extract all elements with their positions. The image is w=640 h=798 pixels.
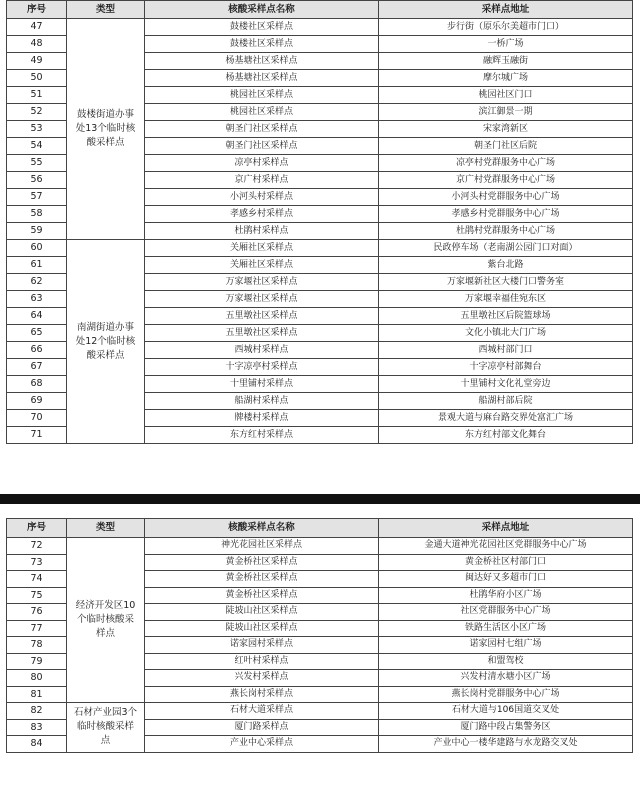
site-address: 孝感乡村党群服务中心广场 [379,206,633,223]
site-name: 五里墩社区采样点 [145,325,379,342]
site-name: 鼓楼社区采样点 [145,19,379,36]
row-number: 71 [7,427,67,444]
site-address: 步行街（原乐尔美超市门口） [379,19,633,36]
site-address: 船湖村部后院 [379,393,633,410]
site-address: 京广村党群服务中心广场 [379,172,633,189]
site-name: 小河头村采样点 [145,189,379,206]
group-type-label: 南湖街道办事处12个临时核酸采样点 [67,240,145,444]
divider-bar [0,494,640,504]
row-number: 77 [7,620,67,637]
site-name: 燕长岗村采样点 [145,686,379,703]
site-address: 文化小镇北大门广场 [379,325,633,342]
row-number: 70 [7,410,67,427]
table-header-row [7,519,633,538]
row-number: 83 [7,719,67,736]
site-address: 产业中心一楼华建路与水龙路交叉处 [379,736,633,753]
site-name: 孝感乡村采样点 [145,206,379,223]
row-number: 80 [7,670,67,687]
site-name: 牌楼村采样点 [145,410,379,427]
table-section-lower [0,518,640,798]
row-number: 53 [7,121,67,138]
site-name: 关厢社区采样点 [145,257,379,274]
site-name: 凉亭村采样点 [145,155,379,172]
row-number: 72 [7,538,67,555]
site-address: 石材大道与106国道交叉处 [379,703,633,720]
row-number: 82 [7,703,67,720]
row-number: 56 [7,172,67,189]
site-name: 关厢社区采样点 [145,240,379,257]
site-address: 融辉玉融街 [379,53,633,70]
row-number: 64 [7,308,67,325]
site-address: 黄金桥社区村部门口 [379,554,633,571]
table-row [7,19,633,36]
site-address: 朝圣门社区后院 [379,138,633,155]
row-number: 73 [7,554,67,571]
row-number: 75 [7,587,67,604]
table-row [7,240,633,257]
site-address: 杜鹃村党群服务中心广场 [379,223,633,240]
site-name: 兴发村采样点 [145,670,379,687]
site-name: 东方红村采样点 [145,427,379,444]
table-body-lower [7,538,633,753]
row-number: 61 [7,257,67,274]
row-number: 59 [7,223,67,240]
site-name: 诺家园村采样点 [145,637,379,654]
site-name: 船湖村采样点 [145,393,379,410]
site-name: 杜鹃村采样点 [145,223,379,240]
site-address: 五里墩社区后院篮球场 [379,308,633,325]
row-number: 79 [7,653,67,670]
site-name: 黄金桥社区采样点 [145,587,379,604]
site-name: 桃园社区采样点 [145,104,379,121]
site-name: 陡坡山社区采样点 [145,620,379,637]
site-name: 桃园社区采样点 [145,87,379,104]
site-address: 厦门路中段占集警务区 [379,719,633,736]
row-number: 62 [7,274,67,291]
row-number: 63 [7,291,67,308]
row-number: 57 [7,189,67,206]
row-number: 81 [7,686,67,703]
row-number: 47 [7,19,67,36]
header-type: 类型 [67,519,145,538]
row-number: 51 [7,87,67,104]
site-name: 神光花园社区采样点 [145,538,379,555]
header-num: 序号 [7,1,67,19]
site-name: 朝圣门社区采样点 [145,121,379,138]
site-name: 黄金桥社区采样点 [145,571,379,588]
site-address: 万家堰新社区大楼门口警务室 [379,274,633,291]
table-row [7,538,633,555]
row-number: 68 [7,376,67,393]
row-number: 69 [7,393,67,410]
site-address: 摩尔城广场 [379,70,633,87]
site-address: 小河头村党群服务中心广场 [379,189,633,206]
group-type-label: 石材产业园3个临时核酸采样点 [67,703,145,753]
table-row [7,703,633,720]
site-name: 万家堰社区采样点 [145,291,379,308]
site-address: 燕长岗村党群服务中心广场 [379,686,633,703]
header-address: 采样点地址 [379,1,633,19]
site-name: 黄金桥社区采样点 [145,554,379,571]
group-type-label: 经济开发区10个临时核酸采样点 [67,538,145,703]
site-address: 民政停车场（老南湖公园门口对面） [379,240,633,257]
site-name: 产业中心采样点 [145,736,379,753]
site-address: 诺家园村七组广场 [379,637,633,654]
sampling-table-lower [6,518,633,753]
site-name: 石材大道采样点 [145,703,379,720]
site-address: 西城村部门口 [379,342,633,359]
site-name: 杨基塘社区采样点 [145,70,379,87]
site-name: 西城村采样点 [145,342,379,359]
site-name: 杨基塘社区采样点 [145,53,379,70]
row-number: 49 [7,53,67,70]
site-name: 万家堰社区采样点 [145,274,379,291]
header-name: 核酸采样点名称 [145,519,379,538]
site-name: 十里铺村采样点 [145,376,379,393]
site-address: 闽达好又多超市门口 [379,571,633,588]
site-address: 景观大道与麻台路交界处富汇广场 [379,410,633,427]
group-type-label: 鼓楼街道办事处13个临时核酸采样点 [67,19,145,240]
header-name: 核酸采样点名称 [145,1,379,19]
header-address: 采样点地址 [379,519,633,538]
site-address: 社区党群服务中心广场 [379,604,633,621]
site-name: 五里墩社区采样点 [145,308,379,325]
site-address: 东方红村部文化舞台 [379,427,633,444]
site-address: 和盟驾校 [379,653,633,670]
header-num: 序号 [7,519,67,538]
row-number: 55 [7,155,67,172]
site-name: 陡坡山社区采样点 [145,604,379,621]
site-address: 铁路生活区小区广场 [379,620,633,637]
row-number: 50 [7,70,67,87]
row-number: 67 [7,359,67,376]
table-header-row [7,1,633,19]
row-number: 76 [7,604,67,621]
site-name: 十字凉亭村采样点 [145,359,379,376]
page-divider [0,484,640,518]
site-name: 京广村采样点 [145,172,379,189]
sampling-table-upper [6,0,633,444]
row-number: 78 [7,637,67,654]
header-type: 类型 [67,1,145,19]
row-number: 54 [7,138,67,155]
site-address: 凉亭村党群服务中心广场 [379,155,633,172]
row-number: 84 [7,736,67,753]
site-address: 宋家湾新区 [379,121,633,138]
site-address: 桃园社区门口 [379,87,633,104]
row-number: 65 [7,325,67,342]
site-name: 鼓楼社区采样点 [145,36,379,53]
site-address: 紫台北路 [379,257,633,274]
site-address: 金通大道神光花园社区党群服务中心广场 [379,538,633,555]
site-name: 朝圣门社区采样点 [145,138,379,155]
row-number: 52 [7,104,67,121]
row-number: 58 [7,206,67,223]
site-address: 一桥广场 [379,36,633,53]
site-name: 厦门路采样点 [145,719,379,736]
site-address: 十里铺村文化礼堂旁边 [379,376,633,393]
site-address: 杜鹃华府小区广场 [379,587,633,604]
site-address: 滨江御景一期 [379,104,633,121]
site-address: 万家堰幸福佳宛东区 [379,291,633,308]
site-address: 十字凉亭村部舞台 [379,359,633,376]
row-number: 74 [7,571,67,588]
site-name: 红叶村采样点 [145,653,379,670]
row-number: 66 [7,342,67,359]
row-number: 48 [7,36,67,53]
site-address: 兴发村清水塘小区广场 [379,670,633,687]
table-body-upper [7,19,633,444]
row-number: 60 [7,240,67,257]
